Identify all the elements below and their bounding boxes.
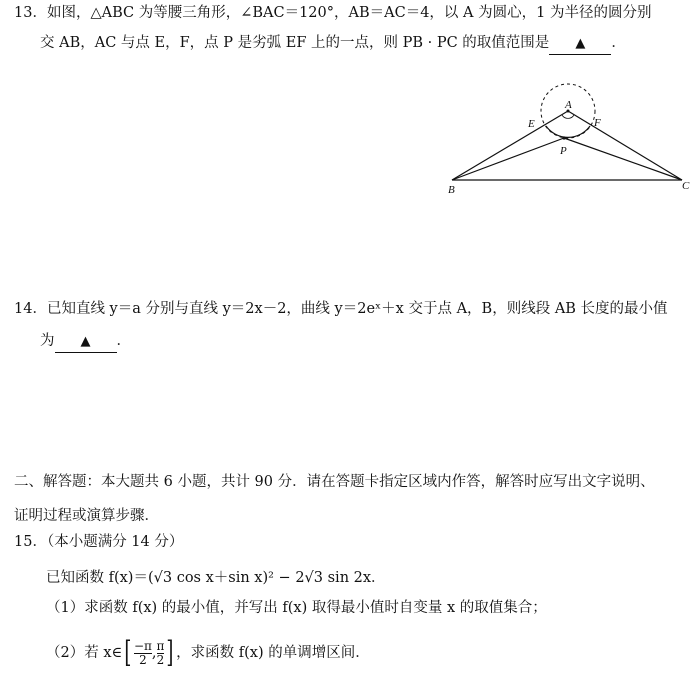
q13-line2-end: ． <box>611 35 626 51</box>
right-bracket: ] <box>166 635 174 670</box>
fraction-left-numerator: −π <box>133 638 152 653</box>
label-b: B <box>448 184 455 196</box>
q15-part2 <box>46 635 370 670</box>
segment-pb <box>452 138 564 180</box>
label-p: P <box>560 145 567 157</box>
q15-header: 15．（本小题满分 14 分） <box>14 534 184 550</box>
triangle-figure <box>440 82 690 200</box>
q13-line2-text: 交 AB，AC 与点 E，F，点 P 是劣弧 EF 上的一点，则 PB · PC 的取值范围是 <box>40 35 550 51</box>
section2-line1: 二、解答题：本大题共 6 小题，共计 90 分．请在答题卡指定区域内作答，解答时应写出文字说明、 <box>14 474 655 490</box>
answer-triangle-icon: ▲ <box>80 334 91 349</box>
fraction-left <box>134 640 152 667</box>
label-e: E <box>528 118 535 130</box>
q15-given: 已知函数 f(x)＝(√3 cos x＋sin x)² − 2√3 sin 2x． <box>46 570 386 586</box>
q13-line2 <box>40 33 626 55</box>
q14-line2-text: 为 <box>40 333 55 349</box>
interval-comma: , <box>151 645 157 661</box>
fraction-right-denominator: 2 <box>156 652 165 667</box>
q13-answer-blank <box>549 33 611 55</box>
q14-line1: 14．已知直线 y＝a 分别与直线 y＝2x－2，曲线 y＝2eˣ＋x 交于点 A，B，则线段 AB 长度的最小值 <box>14 301 668 317</box>
q14-line2 <box>40 331 131 353</box>
fraction-left-denominator: 2 <box>139 652 147 667</box>
angle-arc <box>562 115 574 118</box>
label-a: A <box>565 99 572 111</box>
section2-line2: 证明过程或演算步骤． <box>14 508 159 524</box>
fraction-right <box>157 640 165 667</box>
side-ab <box>452 111 568 180</box>
q14-line2-end: ． <box>116 333 131 349</box>
q15-part1: （1）求函数 f(x) 的最小值，并写出 f(x) 取得最小值时自变量 x 的取值集合； <box>46 600 547 616</box>
label-f: F <box>594 117 601 129</box>
q15-part2-end: ，求函数 f(x) 的单调增区间． <box>176 645 370 661</box>
q13-line1: 13．如图，△ABC 为等腰三角形，∠BAC＝120°，AB＝AC＝4，以 A 为圆心，1 为半径的圆分别 <box>14 5 652 21</box>
label-c: C <box>682 180 690 192</box>
q14-answer-blank <box>55 331 117 353</box>
arc-ef <box>546 126 590 137</box>
q15-part2-text: （2）若 x∈ <box>46 645 123 661</box>
left-bracket: [ <box>124 635 132 670</box>
point-p <box>562 136 565 139</box>
answer-triangle-icon: ▲ <box>575 36 586 51</box>
fraction-right-numerator: π <box>156 638 165 653</box>
